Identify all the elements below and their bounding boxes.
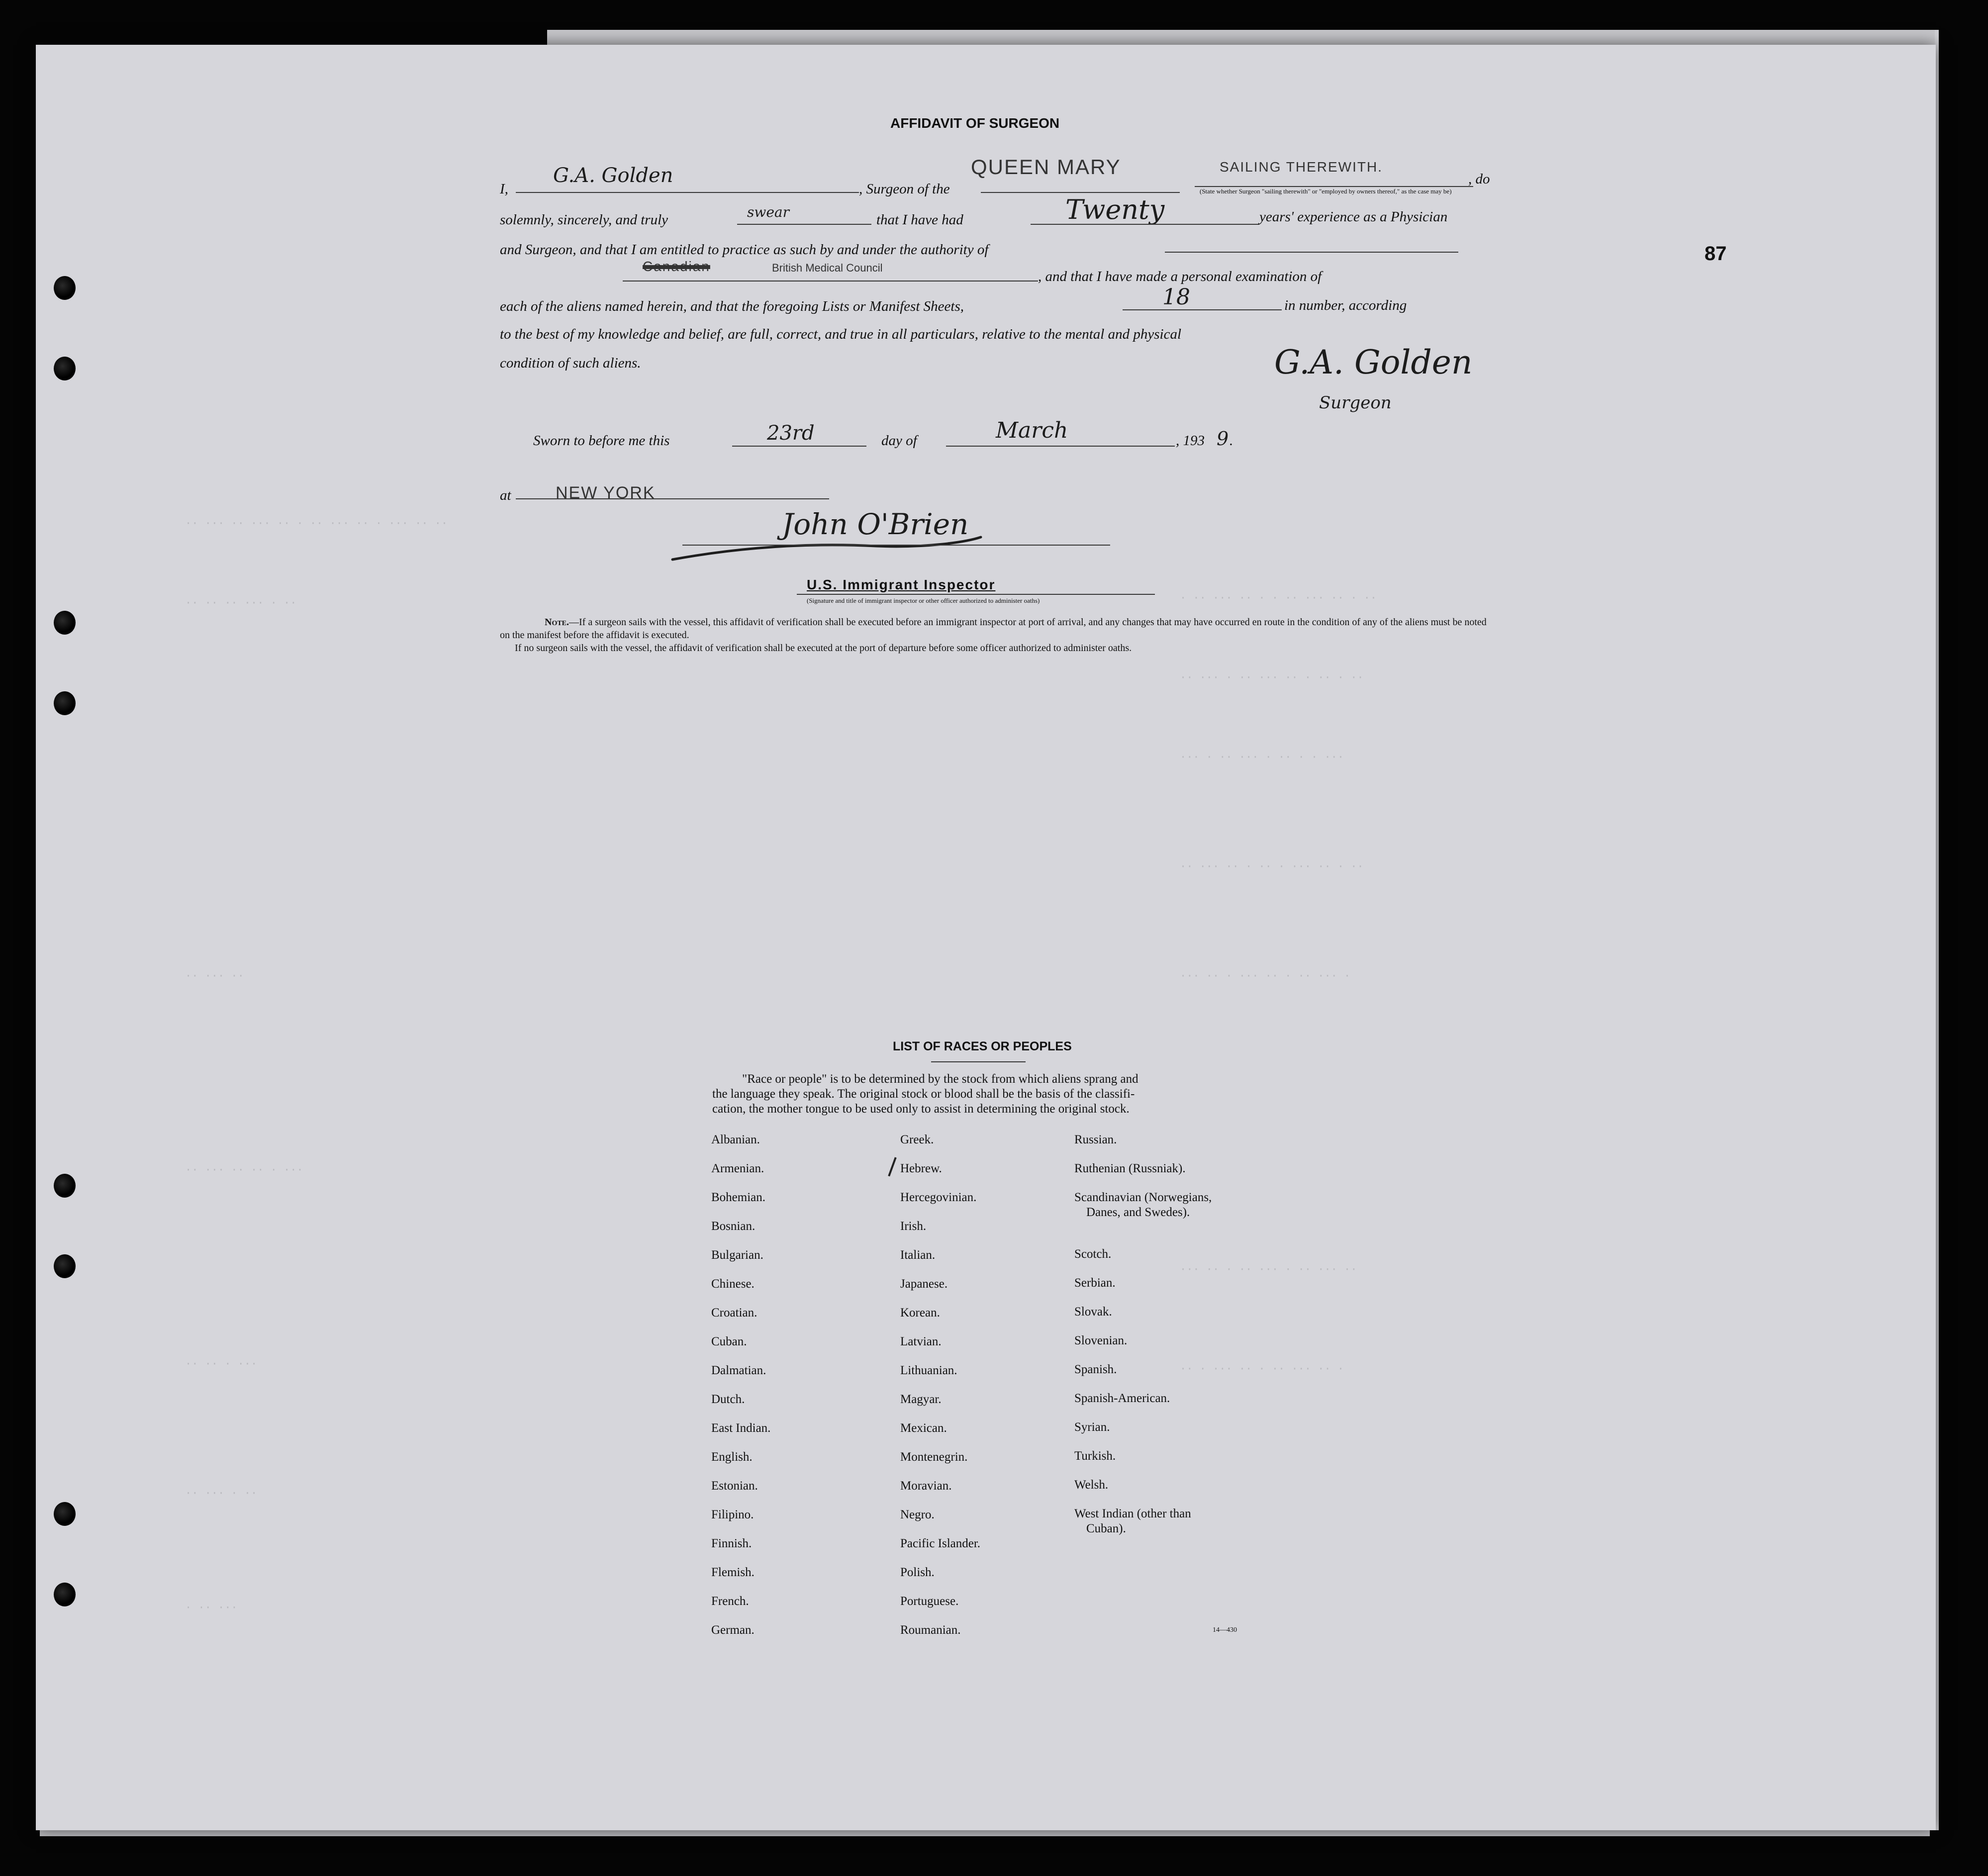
race-item: French. [711, 1595, 749, 1608]
surgeon-name-blank [516, 192, 859, 193]
check-mark [888, 1157, 896, 1177]
inspector-caption: (Signature and title of immigrant inspector or other officer authorized to administer oaths) [807, 597, 1040, 604]
ship-name-blank [981, 192, 1180, 193]
race-item: Albanian. [711, 1133, 760, 1146]
sworn-day-handwritten: 23rd [767, 422, 815, 445]
race-item: Hercegovinian. [900, 1191, 977, 1204]
race-item: Slovak. [1074, 1305, 1112, 1318]
race-item: Spanish. [1074, 1363, 1117, 1376]
surgeon-signature: G.A. Golden [1274, 343, 1473, 381]
race-item: Spanish-American. [1074, 1392, 1170, 1405]
race-item: Russian. [1074, 1133, 1117, 1146]
race-item: Filipino. [711, 1508, 754, 1521]
race-item-continued: Danes, and Swedes). [1086, 1206, 1190, 1219]
race-item: Montenegrin. [900, 1450, 968, 1464]
sworn-month-handwritten: March [996, 418, 1068, 443]
binder-hole [54, 1254, 76, 1278]
place-stamp: NEW YORK [556, 483, 656, 502]
race-item-continued: Cuban). [1086, 1522, 1126, 1535]
race-item: Croatian. [711, 1306, 757, 1319]
race-item: Portuguese. [900, 1595, 959, 1608]
page-number: 87 [1704, 243, 1727, 265]
sailing-stamp: SAILING THEREWITH. [1220, 159, 1383, 175]
race-item: Pacific Islander. [900, 1537, 981, 1550]
form-number: 14—430 [1213, 1626, 1237, 1634]
race-item: Slovenian. [1074, 1334, 1128, 1347]
race-item: Irish. [900, 1219, 927, 1233]
race-item: Bohemian. [711, 1191, 766, 1204]
inspector-signature: John O'Brien [782, 507, 969, 541]
race-item: Estonian. [711, 1479, 758, 1493]
races-intro: "Race or people" is to be determined by the stock from which aliens sprang and the language they speak. The original stock or blood shall be the basis of the classifi- cation, the mother tongue to be used only to assist in determining the original stock. [712, 1072, 1138, 1116]
race-item: Syrian. [1074, 1420, 1110, 1434]
manifest-page: 87 ·· ··· ·· ··· ·· · ·· ··· ·· · ··· ·· ·· ·· ·· ·· ··· · ·· · ·· ··· ·· · · ·· ··· ·· · ·· ·· ··· · ·· ··· ·· · ·· · ·· ··· · ·· ··· · ·· · · ··· ·· ··· ·· · ·· · ··· ·· · ·· ··· ·· · ··· ·· · ·· ··· · ·· ··· ·· ·· ··· ·· ·· · ··· ··· ·· · ·· ··· · ·· ··· ·· ·· · ··· ·· · ·· ··· ·· · ·· ·· · ··· ·· ··· · ·· · ·· ··· AFFIDAVIT OF SURGEON I, G.A. Golden , Surgeon of the QUEEN MARY SAILING THEREWITH. , do (State whether Surgeon "sailing therewith" or "employed by owners thereof," as the case may be) solemnly, sincerely, and truly swear that I have had Twenty years' experience as a Physician and Surgeon, and that I am entitled to practice as such by and under the authority of Canadian British Medical Council , and that I have made a personal examination of each of the aliens named herein, and that the foregoing Lists or Manifest Sheets, 18 in number, according to the best of my knowledge and belief, are full, correct, and true in all particulars, relative to the mental and physical condition of such aliens. G.A. Golden Surgeon Sworn to before me this 23rd day of March , 193 9 . at NEW YORK John O'Brien U.S. Immigrant Inspector (Signature and title of immigrant inspector or other officer authorized to administer oaths) Note.—If a surgeon sails with the vessel, this affidavit of verification shall be executed before an immigrant inspector at port of arrival, and any changes that may have occurred en route in the condition of any of the aliens must be noted on the manifest before the affidavit is executed. If no surgeon sails with the vessel, the affidavit of verification shall be executed at the port of departure before some officer authorized to administer oaths. LIST OF RACES OR PEOPLES "Race or people" is to be determined by the stock from which aliens sprang and the language they speak. The original stock or blood shall be the basis of the classifi- cation, the mother tongue to be used only to assist in determining the original stock. Albanian. Armenian. Bohemian. Bosnian. Bulgarian. Chinese. Croatian. Cuban. Dalmatian. Dutch. East Indian. English. Estonian. Filipino. Finnish. Flemish. French. German. Greek. Hebrew. Hercegovinian. Irish. Italian. Japanese. Korean. Latvian. Lithuanian. Magyar. Mexican. Montenegrin. Moravian. Negro. Pacific Islander. Polish. Portuguese. Roumanian. Russian. Ruthenian (Russniak). Scandinavian (Norwegians, Danes, and Swedes). Scotch. Serbian. Slovak. Slovenian. Spanish. Spanish-American. Syrian. Turkish. Welsh. West Indian (other than Cuban). 14—430 [36, 45, 1936, 1830]
years-handwritten: Twenty [1065, 194, 1165, 225]
binder-hole [54, 1583, 76, 1606]
race-item: Turkish. [1074, 1449, 1116, 1463]
sheets-handwritten: 18 [1162, 284, 1190, 310]
binder-hole [54, 1502, 76, 1526]
race-item: Finnish. [711, 1537, 752, 1550]
race-item: Serbian. [1074, 1276, 1116, 1290]
race-item: Cuban. [711, 1335, 747, 1348]
ship-name-stamp: QUEEN MARY [971, 155, 1121, 179]
race-item: Ruthenian (Russniak). [1074, 1162, 1186, 1175]
race-item: West Indian (other than [1074, 1507, 1191, 1520]
authority-struck-text: Canadian [643, 259, 710, 274]
race-item: Dalmatian. [711, 1364, 766, 1377]
race-item: Flemish. [711, 1566, 755, 1579]
race-item: Italian. [900, 1248, 936, 1262]
inspector-signature-flourish [667, 522, 986, 569]
race-item: Korean. [900, 1306, 940, 1319]
race-item: Bulgarian. [711, 1248, 763, 1262]
race-item: Japanese. [900, 1277, 948, 1291]
race-item: Mexican. [900, 1421, 947, 1435]
race-item: German. [711, 1623, 755, 1637]
binder-hole [54, 1174, 76, 1198]
binder-hole [54, 611, 76, 635]
race-item: Armenian. [711, 1162, 764, 1175]
race-item: Polish. [900, 1566, 935, 1579]
race-item: Hebrew. [900, 1162, 942, 1175]
sailing-blank [1195, 186, 1473, 187]
race-item: Roumanian. [900, 1623, 961, 1637]
inspector-title: U.S. Immigrant Inspector [807, 577, 996, 592]
race-item: Bosnian. [711, 1219, 756, 1233]
affidavit-title: AFFIDAVIT OF SURGEON [890, 115, 1060, 131]
binder-hole [54, 276, 76, 300]
surgeon-name-handwritten: G.A. Golden [553, 164, 673, 187]
race-item: Scandinavian (Norwegians, [1074, 1191, 1212, 1204]
binder-hole [54, 357, 76, 380]
race-item: Chinese. [711, 1277, 755, 1291]
surgeon-role-handwritten: Surgeon [1319, 393, 1392, 413]
race-item: Scotch. [1074, 1247, 1112, 1261]
race-item: Lithuanian. [900, 1364, 957, 1377]
race-item: Greek. [900, 1133, 934, 1146]
affidavit-note: Note.—If a surgeon sails with the vessel, this affidavit of verification shall be executed before an immigrant inspector at port of arrival, and any changes that may have occurred en route in the condition of any of the aliens must be noted on the manifest before the affidavit is executed. If no surgeon sails with the vessel, the affidavit of verification shall be executed at the port of departure before some officer authorized to administer oaths. [500, 617, 1487, 654]
races-title: LIST OF RACES OR PEOPLES [893, 1039, 1072, 1053]
binder-hole [54, 691, 76, 715]
race-item: Moravian. [900, 1479, 952, 1493]
sailing-instruction: (State whether Surgeon "sailing therewith" or "employed by owners thereof," as the case may be) [1200, 188, 1452, 195]
oath-handwritten: swear [747, 204, 789, 220]
race-item: Latvian. [900, 1335, 942, 1348]
race-item: Negro. [900, 1508, 935, 1521]
affidavit-line-6: to the best of my knowledge and belief, are full, correct, and true in all particulars, relative to the mental and physical [500, 326, 1182, 342]
races-title-rule [931, 1061, 1026, 1062]
sworn-year-digit: 9 [1217, 428, 1229, 450]
race-item: Welsh. [1074, 1478, 1109, 1492]
authority-stamp: British Medical Council [772, 262, 883, 274]
affidavit-line-7: condition of such aliens. [500, 355, 641, 371]
race-item: Dutch. [711, 1393, 745, 1406]
race-item: Magyar. [900, 1393, 942, 1406]
race-item: East Indian. [711, 1421, 771, 1435]
race-item: English. [711, 1450, 753, 1464]
